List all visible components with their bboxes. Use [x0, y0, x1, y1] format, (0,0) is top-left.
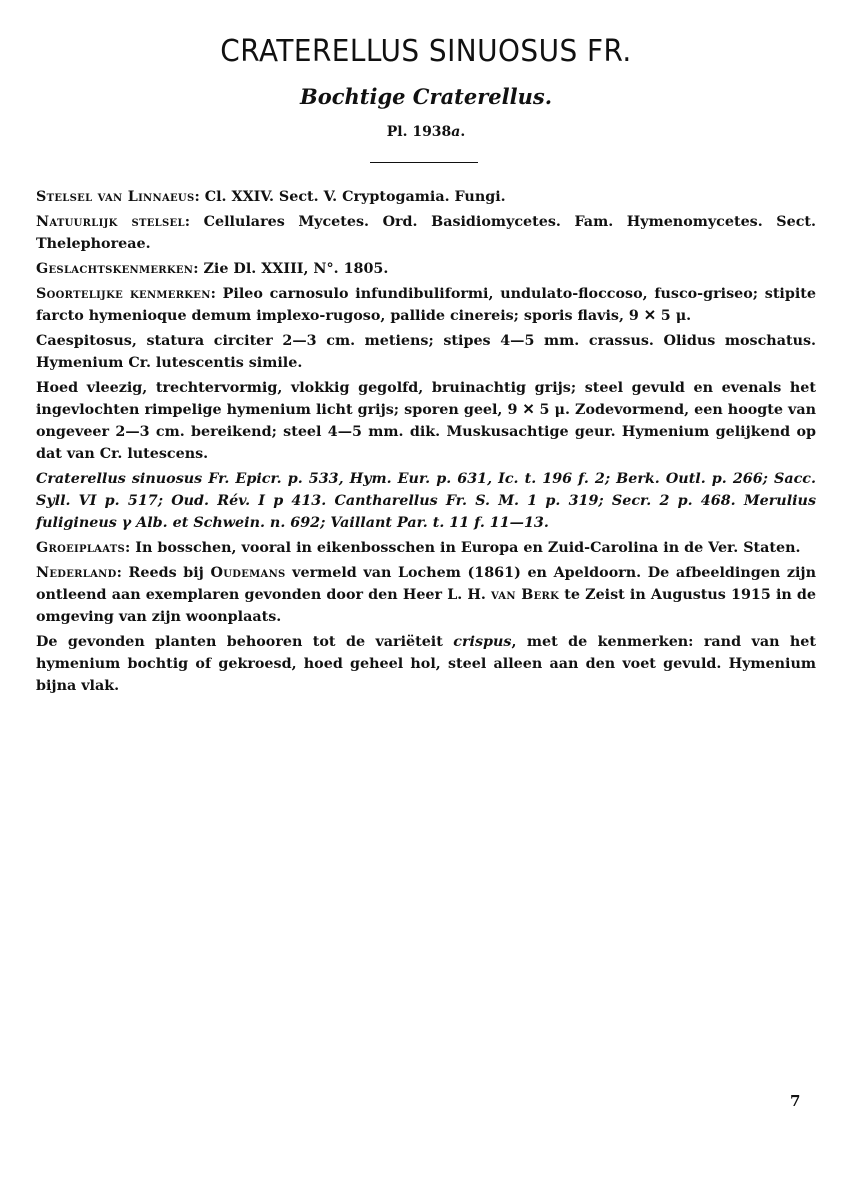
gevonden-text-1: De gevonden planten behooren tot de variëteit	[36, 634, 454, 650]
plate-number	[36, 124, 816, 140]
van-berk-name: van Berk	[491, 587, 560, 603]
natuurlijk-label: Natuurlijk stelsel	[36, 214, 185, 230]
literature-paragraph: Craterellus sinuosus Fr. Epicr. p. 533, Hym. Eur. p. 631, Ic. t. 196 f. 2; Berk. Outl. p. 266; Sacc. Syll. VI p. 517; Oud. Rév. I p 413. Cantharellus Fr. S. M. 1 p. 319; Secr. 2 p. 468. Merulius fuligineus γ Alb. et Schwein. n. 692; Vaillant Par. t. 11 f. 11—13.	[36, 471, 816, 531]
groei-text: : In bosschen, vooral in eikenbosschen in Europa en Zuid-Carolina in de Ver. Staten.	[125, 540, 801, 556]
soort-text: : Pileo carnosulo infundibuliformi, undulato-floccoso, fusco-griseo; stipite farcto hymenioque demum implexo-rugoso, pallide cinereis; sporis flavis, 9 ✕ 5 μ.	[36, 286, 816, 324]
oudemans-name: Oudemans	[210, 565, 286, 581]
linnaeus-label: Stelsel van Linnaeus	[36, 189, 195, 205]
document-body	[36, 186, 816, 700]
gevonden-text-2: , met de kenmerken: rand van het hymenium bochtig of gekroesd, hoed geheel hol, steel alleen aan den voet gevuld. Hymenium bijna vlak.	[36, 634, 816, 694]
plate-label: Pl. 1938	[386, 124, 452, 140]
natuurlijk-text: : Cellulares Mycetes. Ord. Basidiomycetes. Fam. Hymenomycetes. Sect. Thelephoreae.	[36, 214, 816, 252]
title-divider	[370, 162, 478, 163]
caespitosus-paragraph: Caespitosus, statura circiter 2—3 cm. metiens; stipes 4—5 mm. crassus. Olidus moschatus. Hymenium Cr. lutescentis simile.	[36, 333, 816, 371]
plate-end: .	[460, 124, 466, 140]
crispus-term: crispus	[453, 634, 512, 650]
gevonden-paragraph	[36, 631, 816, 697]
soort-label: Soortelijke kenmerken	[36, 286, 211, 302]
plate-suffix: a	[451, 124, 461, 140]
natuurlijk-paragraph	[36, 211, 816, 255]
nederland-text-1: : Reeds bij	[116, 565, 211, 581]
nederland-label: Nederland	[36, 565, 117, 581]
linnaeus-paragraph	[36, 186, 816, 208]
linnaeus-text: : Cl. XXIV. Sect. V. Cryptogamia. Fungi.	[194, 189, 506, 205]
nederland-paragraph	[36, 562, 816, 628]
geslacht-text: : Zie Dl. XXIII, N°. 1805.	[193, 261, 389, 277]
page-subtitle: Bochtige Craterellus.	[299, 84, 553, 109]
nederland-text-2: vermeld van Lochem (1861) en Apeldoorn. De afbeeldingen zijn ontleend aan exemplaren gevonden door den Heer L. H.	[36, 565, 816, 603]
groei-paragraph	[36, 537, 816, 559]
groei-label: Groeiplaats	[36, 540, 126, 556]
page-number: 7	[790, 1092, 801, 1110]
soort-paragraph	[36, 283, 816, 327]
page-title: CRATERELLUS SINUOSUS FR.	[220, 34, 632, 69]
nederland-text-3: te Zeist in Augustus 1915 in de omgeving van zijn woonplaats.	[36, 587, 817, 625]
hoed-paragraph: Hoed vleezig, trechtervormig, vlokkig gegolfd, bruinachtig grijs; steel gevuld en evenals het ingevlochten rimpelige hymenium licht grijs; sporen geel, 9 ✕ 5 μ. Zodevormend, een hoogte van ongeveer 2—3 cm. bereikend; steel 4—5 mm. dik. Muskusachtige geur. Hymenium gelijkend op dat van Cr. lutescens.	[36, 380, 816, 462]
geslacht-paragraph	[36, 258, 816, 280]
geslacht-label: Geslachtskenmerken	[36, 261, 194, 277]
